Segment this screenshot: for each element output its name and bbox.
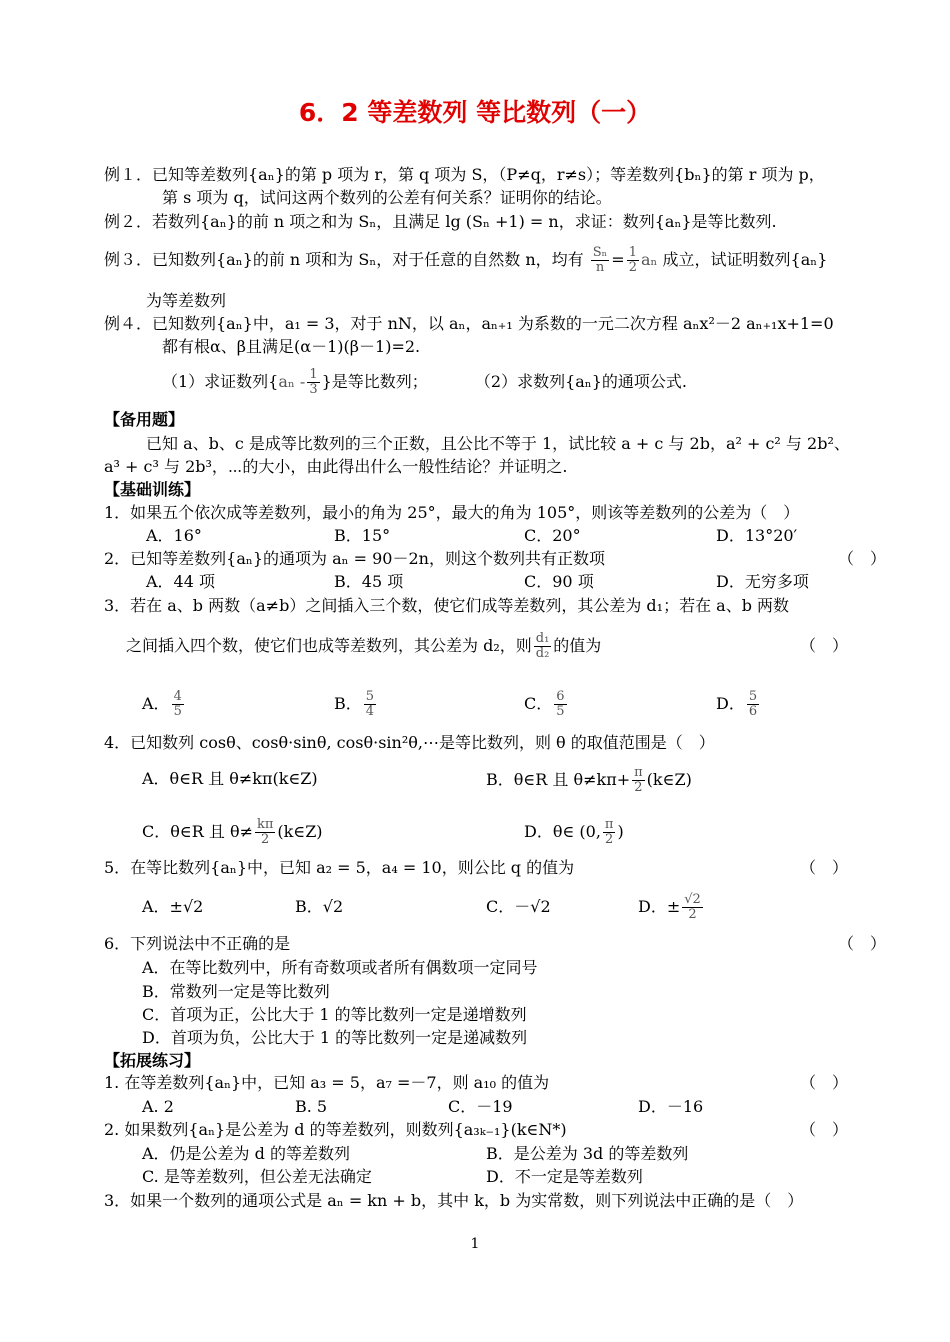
extend-q2-option-b: B．是公差为 3d 的等差数列	[486, 1144, 689, 1163]
extend-q2-option-d: D．不一定是等差数列	[486, 1167, 643, 1186]
basic-q4-option-d: D．θ∈ (0, $\frac{\pi}{2}$ )	[524, 817, 624, 847]
fraction-one-third: $\frac{1}{3}$	[309, 367, 318, 397]
example-1-line-2: 第 s 项为 q，试问这两个数列的公差有何关系？证明你的结论。	[162, 188, 612, 207]
fraction-one-half: $\frac{1}{2}$	[628, 245, 637, 275]
basic-q6: 6．下列说法中不正确的是	[104, 934, 291, 953]
page-number: 1	[470, 1236, 480, 1252]
example-2: 例２．若数列{aₙ}的前 n 项之和为 Sₙ，且满足 lg (Sₙ +1) = n，求证：数列{aₙ}是等比数列.	[104, 212, 777, 231]
extend-q2-answer-paren: （ ）	[800, 1120, 849, 1139]
example-4-line-1: 例４．已知数列{aₙ}中，a₁ = 3，对于 nN，以 aₙ，aₙ₊₁ 为系数的一元二次方程 aₙx²－2 aₙ₊₁x+1=0	[104, 314, 834, 333]
basic-q4-option-c: C．θ∈R 且 θ≠ $\frac{k\pi}{2}$ (k∈Z)	[142, 817, 323, 847]
extend-q1-answer-paren: （ ）	[800, 1073, 849, 1092]
basic-q2-answer-paren: （ ）	[838, 549, 887, 568]
example-3-text: 例３．已知数列{aₙ}的前 n 项和为 Sₙ，对于任意的自然数 n，均有	[104, 250, 584, 269]
page-title: 6．2 等差数列 等比数列（一）	[298, 98, 652, 127]
example-3-line-1: 例３．已知数列{aₙ}的前 n 项和为 Sₙ，对于任意的自然数 n，均有 $\frac{\text{Sₙ}}{n}$ = $\frac{1}{2}$ aₙ 成立，试证明数列{aₙ}	[104, 245, 828, 275]
basic-q4-option-a: A．θ∈R 且 θ≠kπ(k∈Z)	[142, 769, 318, 788]
basic-q1: 1．如果五个依次成等差数列，最小的角为 25°，最大的角为 105°，则该等差数列的公差为（ ）	[104, 503, 800, 522]
backup-line-2: a³ + c³ 与 2b³，⋯的大小，由此得出什么一般性结论？并证明之.	[104, 457, 568, 476]
basic-q6-option-b: B．常数列一定是等比数列	[142, 982, 330, 1001]
basic-q1-option-d: D．13°20′	[716, 526, 798, 545]
extend-q2: 2. 如果数列{aₙ}是公差为 d 的等差数列，则数列{a₃ₖ₋₁}(k∈N*)	[104, 1120, 567, 1139]
basic-q5-option-d: D．± $\frac{√2}{2}$	[638, 892, 701, 922]
basic-q2-option-a: A．44 项	[146, 572, 216, 591]
basic-q1-option-c: C．20°	[524, 526, 581, 545]
example-4-line-2: 都有根α、β且满足(α－1)(β－1)=2.	[162, 337, 421, 356]
basic-q3-answer-paren: （ ）	[800, 636, 849, 655]
basic-q5-option-a: A．±√2	[142, 897, 204, 916]
basic-q3-line-2: 之间插入四个数，使它们也成等差数列，其公差为 d₂，则 $\frac{\text{d₁}}{\text{d₂}}$ 的值为	[126, 631, 602, 661]
basic-q2-option-c: C．90 项	[524, 572, 594, 591]
extend-q1-option-b: B. 5	[295, 1097, 328, 1116]
extend-q2-option-c: C. 是等差数列，但公差无法确定	[142, 1167, 372, 1186]
basic-q5-option-c: C．－√2	[486, 897, 551, 916]
example-4-questions: （1）求证数列{aₙ - $\frac{1}{3}$ }是等比数列； （2）求数列{aₙ}的通项公式.	[162, 367, 687, 397]
basic-q5-answer-paren: （ ）	[800, 858, 849, 877]
extend-q3: 3．如果一个数列的通项公式是 aₙ = kn + b，其中 k，b 为实常数，则下列说法中正确的是（ ）	[104, 1191, 804, 1210]
example-3-line-2: 为等差数列	[146, 291, 227, 310]
basic-q2: 2．已知等差数列{aₙ}的通项为 aₙ = 90－2n，则这个数列共有正数项	[104, 549, 605, 568]
backup-line-1: 已知 a、b、c 是成等比数列的三个正数，且公比不等于 1，试比较 a + c 与 2b，a² + c² 与 2b²、	[146, 434, 850, 453]
basic-q3-option-b: B． $\frac{5}{4}$	[334, 689, 375, 719]
extend-q1-option-c: C．－19	[448, 1097, 513, 1116]
basic-q3-option-d: D． $\frac{5}{6}$	[716, 689, 758, 719]
example-1-line-1: 例１．已知等差数列{aₙ}的第 p 项为 r，第 q 项为 S，（P≠q，r≠s）；等差数列{bₙ}的第 r 项为 p，	[104, 165, 825, 184]
basic-q3-line-1: 3．若在 a、b 两数（a≠b）之间插入三个数，使它们成等差数列，其公差为 d₁；若在 a、b 两数	[104, 596, 790, 615]
basic-q5-option-b: B．√2	[295, 897, 344, 916]
basic-q2-option-b: B．45 项	[334, 572, 404, 591]
basic-q6-answer-paren: （ ）	[838, 934, 887, 953]
extend-q1: 1. 在等差数列{aₙ}中，已知 a₃ = 5，a₇ =－7，则 a₁₀ 的值为	[104, 1073, 550, 1092]
basic-q6-option-c: C．首项为正，公比大于 1 的等比数列一定是递增数列	[142, 1005, 527, 1024]
basic-q2-option-d: D．无穷多项	[716, 572, 809, 591]
section-basic-heading: 【基础训练】	[104, 480, 201, 499]
basic-q4: 4．已知数列 cosθ、cosθ·sinθ, cosθ·sin²θ,⋯是等比数列，则 θ 的取值范围是（ ）	[104, 733, 715, 752]
extend-q1-option-d: D．－16	[638, 1097, 704, 1116]
basic-q6-option-d: D．首项为负，公比大于 1 的等比数列一定是递减数列	[142, 1028, 528, 1047]
basic-q1-option-b: B．15°	[334, 526, 391, 545]
fraction-d1-over-d2: $\frac{\text{d₁}}{\text{d₂}}$	[535, 631, 550, 661]
extend-q1-option-a: A. 2	[142, 1097, 174, 1116]
basic-q5: 5．在等比数列{aₙ}中，已知 a₂ = 5，a₄ = 10，则公比 q 的值为	[104, 858, 575, 877]
basic-q6-option-a: A．在等比数列中，所有奇数项或者所有偶数项一定同号	[142, 958, 538, 977]
extend-q2-option-a: A．仍是公差为 d 的等差数列	[142, 1144, 350, 1163]
fraction-sn-over-n: $\frac{\text{Sₙ}}{n}$	[592, 245, 608, 275]
basic-q3-option-a: A． $\frac{4}{5}$	[142, 689, 182, 719]
basic-q4-option-b: B．θ∈R 且 θ≠kπ+ $\frac{\pi}{2}$ (k∈Z)	[486, 765, 692, 795]
basic-q3-option-c: C． $\frac{6}{5}$	[524, 689, 565, 719]
section-backup-heading: 【备用题】	[104, 410, 185, 429]
section-extend-heading: 【拓展练习】	[104, 1051, 201, 1070]
basic-q1-option-a: A．16°	[146, 526, 202, 545]
